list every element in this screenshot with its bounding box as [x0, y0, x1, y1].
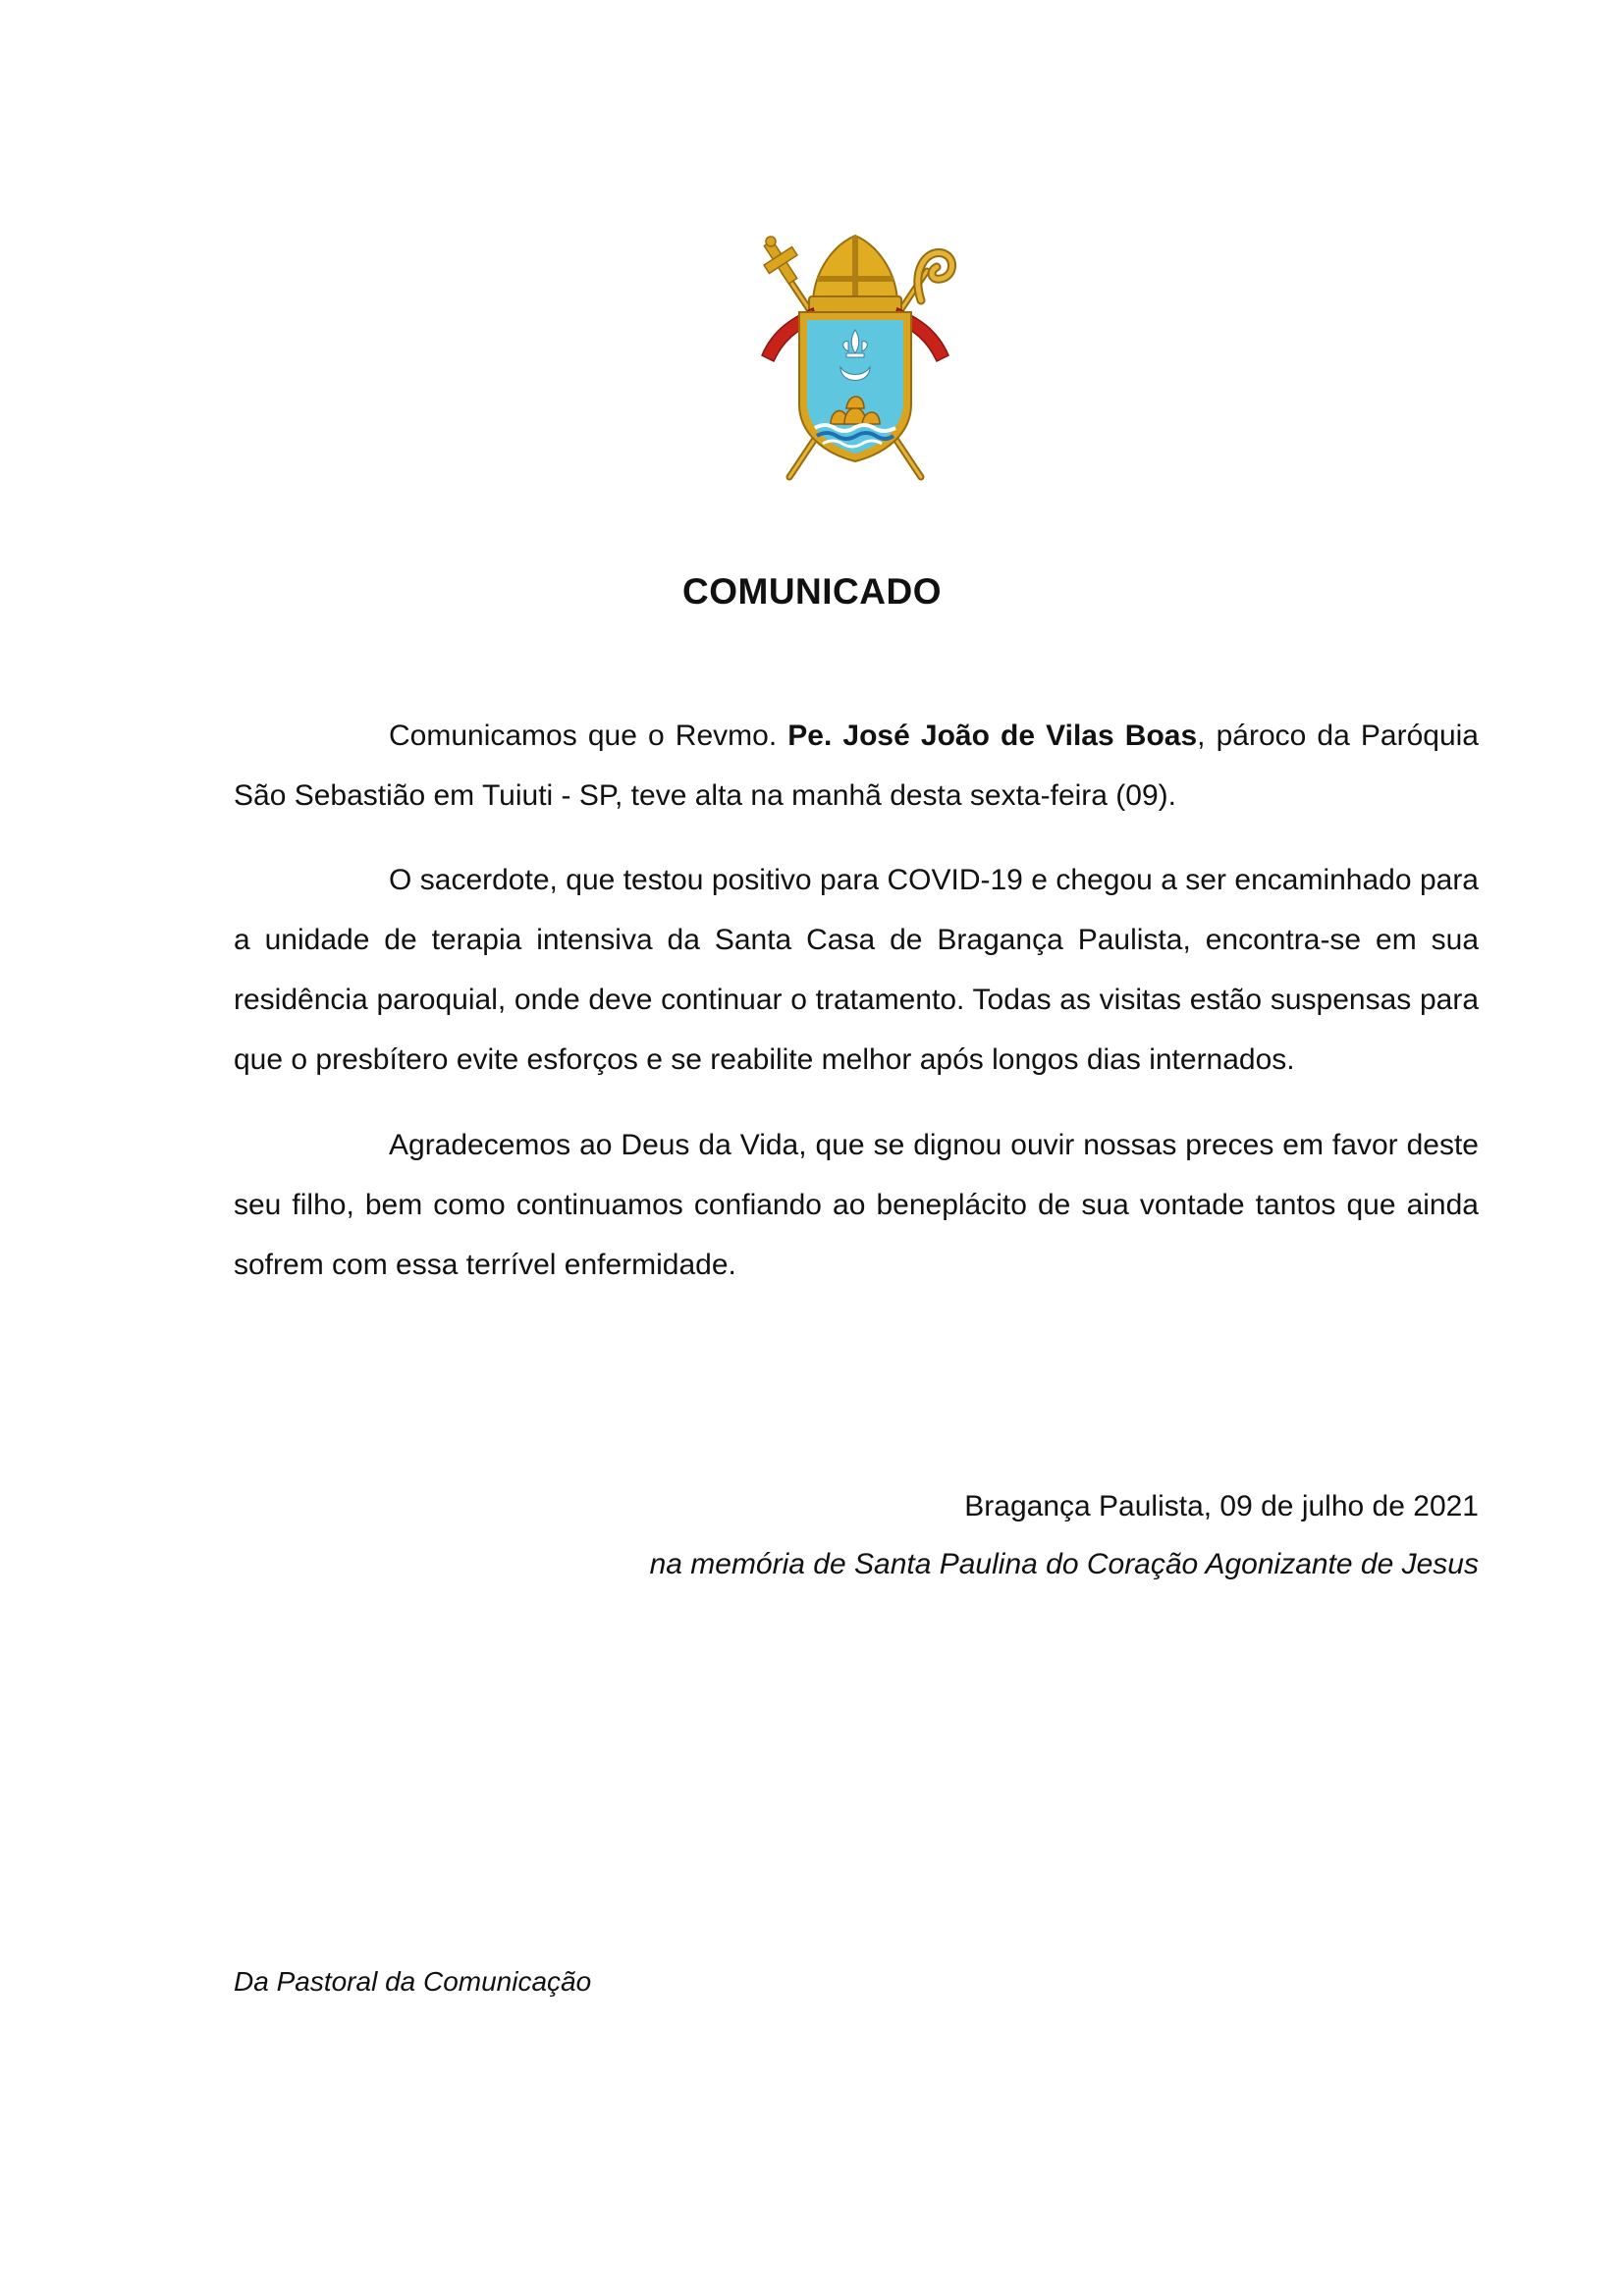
- coat-of-arms-icon: [754, 232, 956, 483]
- paragraph-2-text: O sacerdote, que testou positivo para COVID-19 e chegou a ser encaminhado para a unidade de terapia intensiva da Santa Casa de Bragança Paulista, encontra-se em sua residência paroquial, onde deve continuar o tratamento. Todas as visitas estão suspensas para que o presbítero evite esforços e se reabilite melhor após longos dias internados.: [234, 864, 1479, 1076]
- paragraph-1-after: , pároco da Paróquia São Sebastião em Tuiuti - SP, teve alta na manhã desta sexta-feira (09).: [234, 720, 1479, 812]
- memory-line: na memória de Santa Paulina do Coração Agonizante de Jesus: [649, 1548, 1479, 1580]
- paragraph-1-before: Comunicamos que o Revmo.: [389, 720, 788, 752]
- paragraph-3-text: Agradecemos ao Deus da Vida, que se dignou ouvir nossas preces em favor deste seu filho, bem como continuamos confiando ao beneplácito de sua vontade tantos que ainda sofrem com essa terrível enfermidade.: [234, 1129, 1479, 1281]
- date-line: Bragança Paulista, 09 de julho de 2021: [964, 1490, 1479, 1522]
- paragraph-2: [234, 850, 1479, 1114]
- paragraph-3: [234, 1115, 1479, 1319]
- priest-name: Pe. José João de Vilas Boas: [787, 720, 1198, 752]
- paragraph-1: [234, 706, 1479, 850]
- page-title: COMUNICADO: [682, 571, 942, 612]
- signature: Da Pastoral da Comunicação: [234, 1966, 592, 1997]
